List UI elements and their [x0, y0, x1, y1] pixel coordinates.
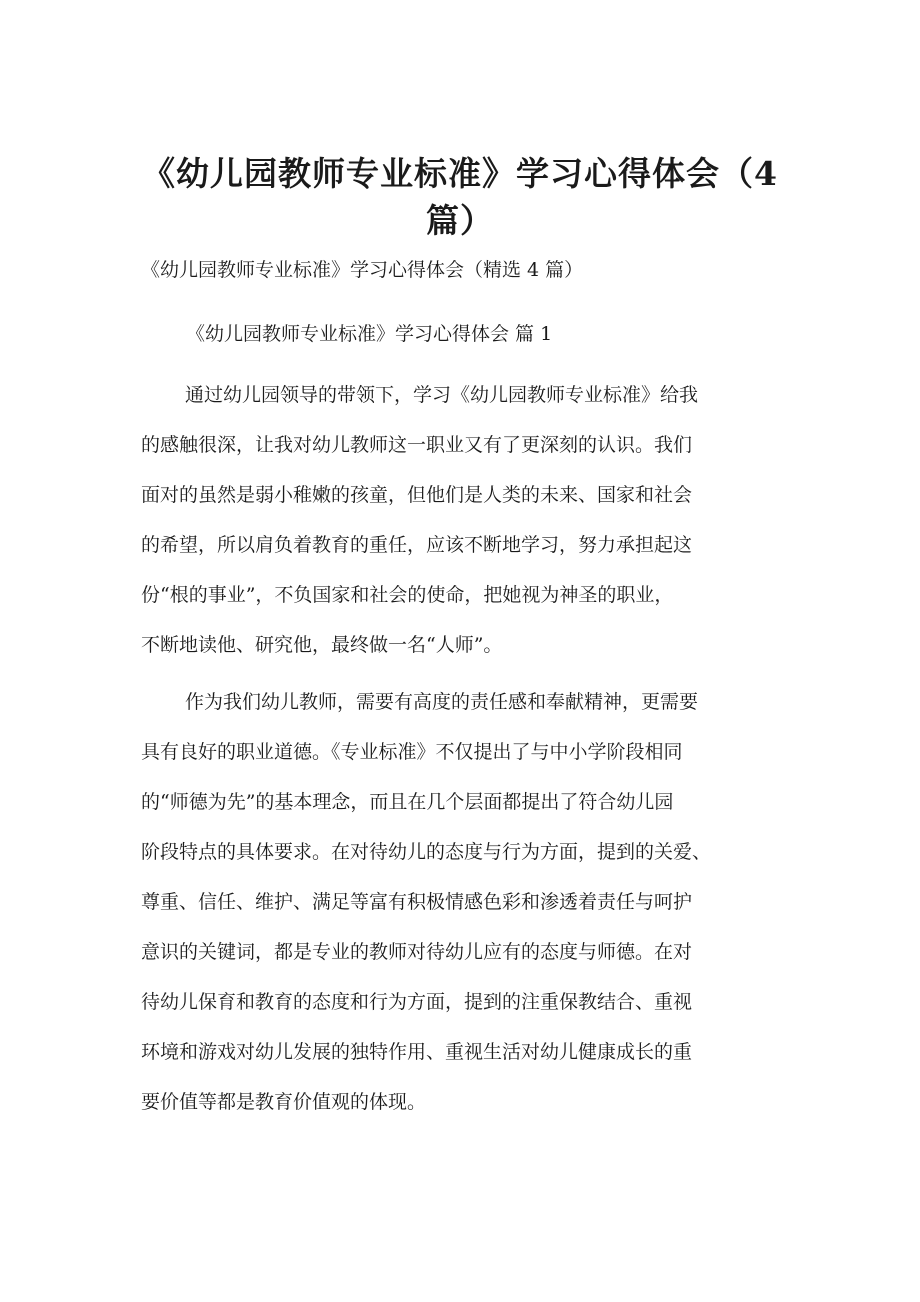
paragraph-line: 面对的虽然是弱小稚嫩的孩童，但他们是人类的未来、国家和社会 — [141, 484, 693, 506]
paragraph-line: 作为我们幼儿教师，需要有高度的责任感和奉献精神，更需要 — [185, 691, 699, 713]
paragraph-line: 不断地读他、研究他，最终做一名“人师”。 — [141, 634, 503, 656]
title-line-2: 篇） — [426, 201, 494, 240]
paragraph-line: 的感触很深，让我对幼儿教师这一职业又有了更深刻的认识。我们 — [141, 434, 693, 456]
paragraph-2 — [141, 677, 801, 1127]
document-subtitle: 《幼儿园教师专业标准》学习心得体会（精选 4 篇） — [141, 259, 584, 281]
paragraph-line: 的希望，所以肩负着教育的重任，应该不断地学习，努力承担起这 — [141, 534, 693, 556]
paragraph-line: 环境和游戏对幼儿发展的独特作用、重视生活对幼儿健康成长的重 — [141, 1041, 693, 1063]
paragraph-line: 具有良好的职业道德。《专业标准》不仅提出了与中小学阶段相同 — [141, 741, 683, 763]
title-line-1: 《幼儿园教师专业标准》学习心得体会（4 — [142, 154, 778, 193]
paragraph-line: 份“根的事业”，不负国家和社会的使命，把她视为神圣的职业， — [141, 584, 674, 606]
paragraph-line: 的“师德为先”的基本理念，而且在几个层面都提出了符合幼儿园 — [141, 791, 674, 813]
paragraph-1 — [141, 370, 801, 670]
section-heading: 《幼儿园教师专业标准》学习心得体会 篇 1 — [186, 323, 553, 345]
paragraph-line: 要价值等都是教育价值观的体现。 — [141, 1091, 427, 1113]
paragraph-line: 通过幼儿园领导的带领下，学习《幼儿园教师专业标准》给我 — [185, 384, 699, 406]
paragraph-line: 阶段特点的具体要求。在对待幼儿的态度与行为方面，提到的关爱、 — [141, 841, 712, 863]
paragraph-line: 意识的关键词，都是专业的教师对待幼儿应有的态度与师德。在对 — [141, 941, 693, 963]
document-title — [120, 150, 800, 244]
paragraph-line: 待幼儿保育和教育的态度和行为方面，提到的注重保教结合、重视 — [141, 991, 693, 1013]
paragraph-line: 尊重、信任、维护、满足等富有积极情感色彩和渗透着责任与呵护 — [141, 891, 693, 913]
